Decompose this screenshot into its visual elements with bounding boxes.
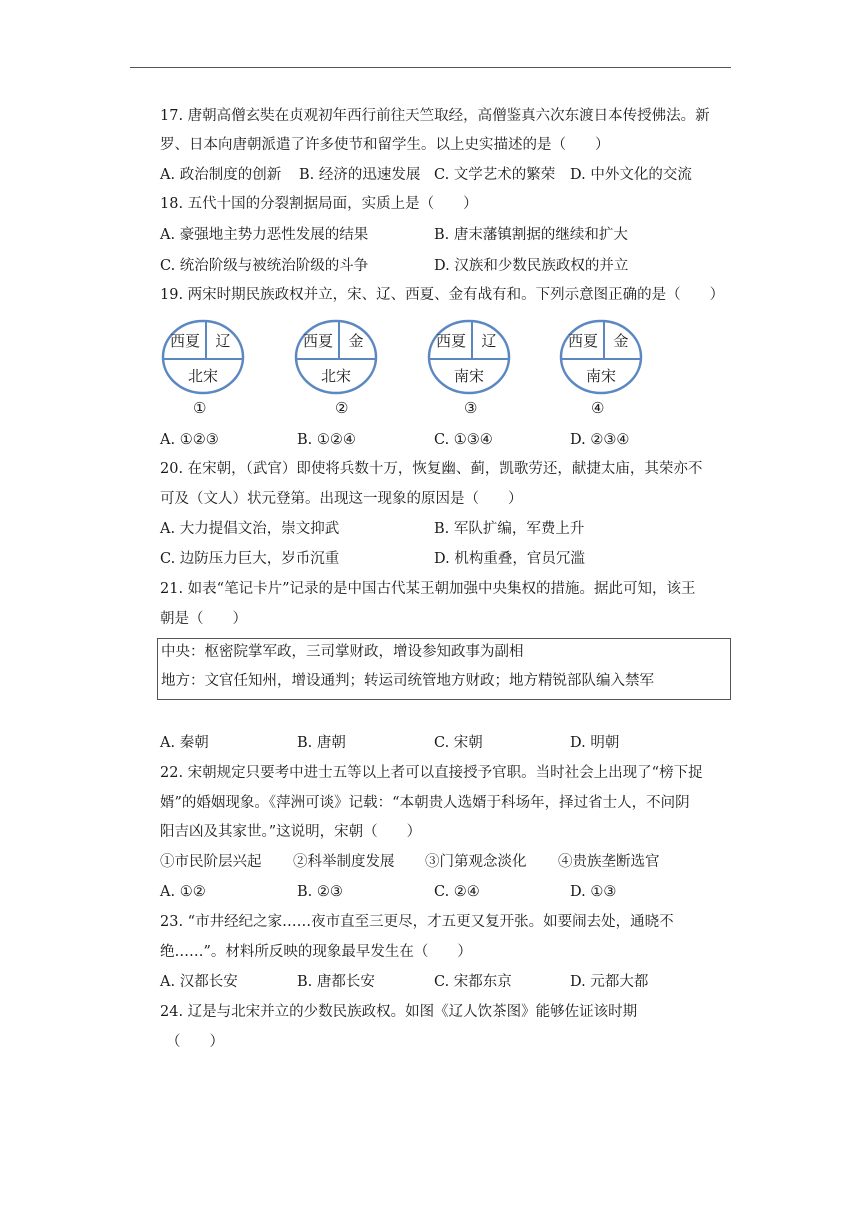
q17-option-c[interactable]: C. 文学艺术的繁荣	[434, 167, 556, 183]
diagram-2-bottom: 北宋	[320, 367, 352, 385]
q22-statement-1: ①市民阶层兴起	[160, 854, 262, 870]
q23-option-c[interactable]: C. 宋都东京	[434, 974, 512, 990]
q21-option-c[interactable]: C. 宋朝	[434, 735, 483, 751]
q20-option-b[interactable]: B. 军队扩编，军费上升	[434, 521, 585, 537]
diagram-1-number: ①	[193, 399, 207, 417]
q23-stem-line1: 23. “市井经纪之家……夜市直至三更尽，才五更又复开张。如要闹去处，通晓不	[160, 914, 674, 930]
header-rule	[130, 67, 731, 68]
q20-stem-line2: 可及（文人）状元登第。出现这一现象的原因是（ ）	[160, 491, 523, 507]
q23-stem-line2: 绝……”。材料所反映的现象最早发生在（ ）	[160, 944, 472, 960]
q23-option-a[interactable]: A. 汉都长安	[160, 974, 238, 990]
q22-option-b[interactable]: B. ②③	[297, 884, 343, 900]
q19-stem: 19. 两宋时期民族政权并立，宋、辽、西夏、金有战有和。下列示意图正确的是（ ）	[160, 287, 725, 303]
diagram-4-top-left: 西夏	[567, 332, 599, 350]
diagram-2	[294, 319, 378, 395]
q21-option-d[interactable]: D. 明朝	[570, 735, 620, 751]
q18-option-b[interactable]: B. 唐末藩镇割据的继续和扩大	[434, 227, 628, 243]
diagram-4-bottom: 南宋	[585, 367, 617, 385]
q21-option-b[interactable]: B. 唐朝	[297, 735, 346, 751]
diagram-4	[559, 319, 643, 395]
note-card-central: 中央：枢密院掌军政，三司掌财政，增设参知政事为副相	[161, 644, 524, 660]
q23-option-d[interactable]: D. 元都大都	[570, 974, 649, 990]
q21-option-a[interactable]: A. 秦朝	[160, 735, 209, 751]
diagram-3-number: ③	[464, 399, 478, 417]
diagram-2-top-left: 西夏	[302, 332, 334, 350]
q22-statement-3: ③门第观念淡化	[425, 854, 527, 870]
diagram-1-top-right: 辽	[215, 332, 231, 350]
q22-stem-line3: 阳吉凶及其家世。”这说明，宋朝（ ）	[160, 824, 422, 840]
diagram-1-bottom: 北宋	[187, 367, 219, 385]
diagram-3-bottom: 南宋	[453, 367, 485, 385]
q17-option-a[interactable]: A. 政治制度的创新	[160, 167, 282, 183]
q21-stem-line2: 朝是（ ）	[160, 611, 247, 627]
q18-option-c[interactable]: C. 统治阶级与被统治阶级的斗争	[160, 258, 369, 274]
diagram-1-top-left: 西夏	[169, 332, 201, 350]
note-card-local: 地方：文官任知州，增设通判；转运司统管地方财政；地方精锐部队编入禁军	[161, 673, 654, 689]
q22-statement-4: ④贵族垄断选官	[558, 854, 660, 870]
diagram-2-number: ②	[335, 399, 349, 417]
q22-stem-line1: 22. 宋朝规定只要考中进士五等以上者可以直接授予官职。当时社会上出现了“榜下捉	[160, 765, 703, 781]
q18-stem: 18. 五代十国的分裂割据局面，实质上是（ ）	[160, 196, 478, 212]
q17-stem-line2: 罗、日本向唐朝派遣了许多使节和留学生。以上史实描述的是（ ）	[160, 137, 610, 153]
q17-option-d[interactable]: D. 中外文化的交流	[570, 167, 692, 183]
note-card	[157, 638, 731, 700]
diagram-3-top-left: 西夏	[435, 332, 467, 350]
q19-option-d[interactable]: D. ②③④	[570, 432, 630, 448]
q24-stem-line1: 24. 辽是与北宋并立的少数民族政权。如图《辽人饮茶图》能够佐证该时期	[160, 1004, 638, 1020]
q24-stem-line2: （ ）	[166, 1034, 224, 1050]
q20-option-c[interactable]: C. 边防压力巨大，岁币沉重	[160, 551, 340, 567]
q22-option-c[interactable]: C. ②④	[434, 884, 480, 900]
q18-option-d[interactable]: D. 汉族和少数民族政权的并立	[434, 258, 629, 274]
q22-stem-line2: 婿”的婚姻现象。《萍洲可谈》记载：“本朝贵人选婿于科场年，择过省士人，不问阴	[160, 795, 690, 811]
diagram-3-top-right: 辽	[481, 332, 497, 350]
q20-option-d[interactable]: D. 机构重叠，官员冗滥	[434, 551, 585, 567]
q22-option-d[interactable]: D. ①③	[570, 884, 617, 900]
q17-stem-line1: 17. 唐朝高僧玄奘在贞观初年西行前往天竺取经，高僧鉴真六次东渡日本传授佛法。新	[160, 108, 710, 124]
q23-option-b[interactable]: B. 唐都长安	[297, 974, 375, 990]
q22-statement-2: ②科举制度发展	[293, 854, 395, 870]
q20-stem-line1: 20. 在宋朝，（武官）即使将兵数十万，恢复幽、蓟，凯歌劳还，献捷太庙，其荣亦不	[160, 461, 703, 477]
diagram-2-top-right: 金	[348, 332, 364, 350]
diagram-1	[161, 319, 245, 395]
q22-option-a[interactable]: A. ①②	[160, 884, 206, 900]
q21-stem-line1: 21. 如表“笔记卡片”记录的是中国古代某王朝加强中央集权的措施。据此可知，该王	[160, 581, 696, 597]
q19-option-b[interactable]: B. ①②④	[297, 432, 356, 448]
q20-option-a[interactable]: A. 大力提倡文治，崇文抑武	[160, 521, 340, 537]
q18-option-a[interactable]: A. 豪强地主势力恶性发展的结果	[160, 227, 369, 243]
diagram-4-top-right: 金	[613, 332, 629, 350]
diagram-3	[427, 319, 511, 395]
q19-option-a[interactable]: A. ①②③	[160, 432, 219, 448]
q19-option-c[interactable]: C. ①③④	[434, 432, 493, 448]
q17-option-b[interactable]: B. 经济的迅速发展	[299, 167, 421, 183]
diagram-4-number: ④	[591, 399, 605, 417]
